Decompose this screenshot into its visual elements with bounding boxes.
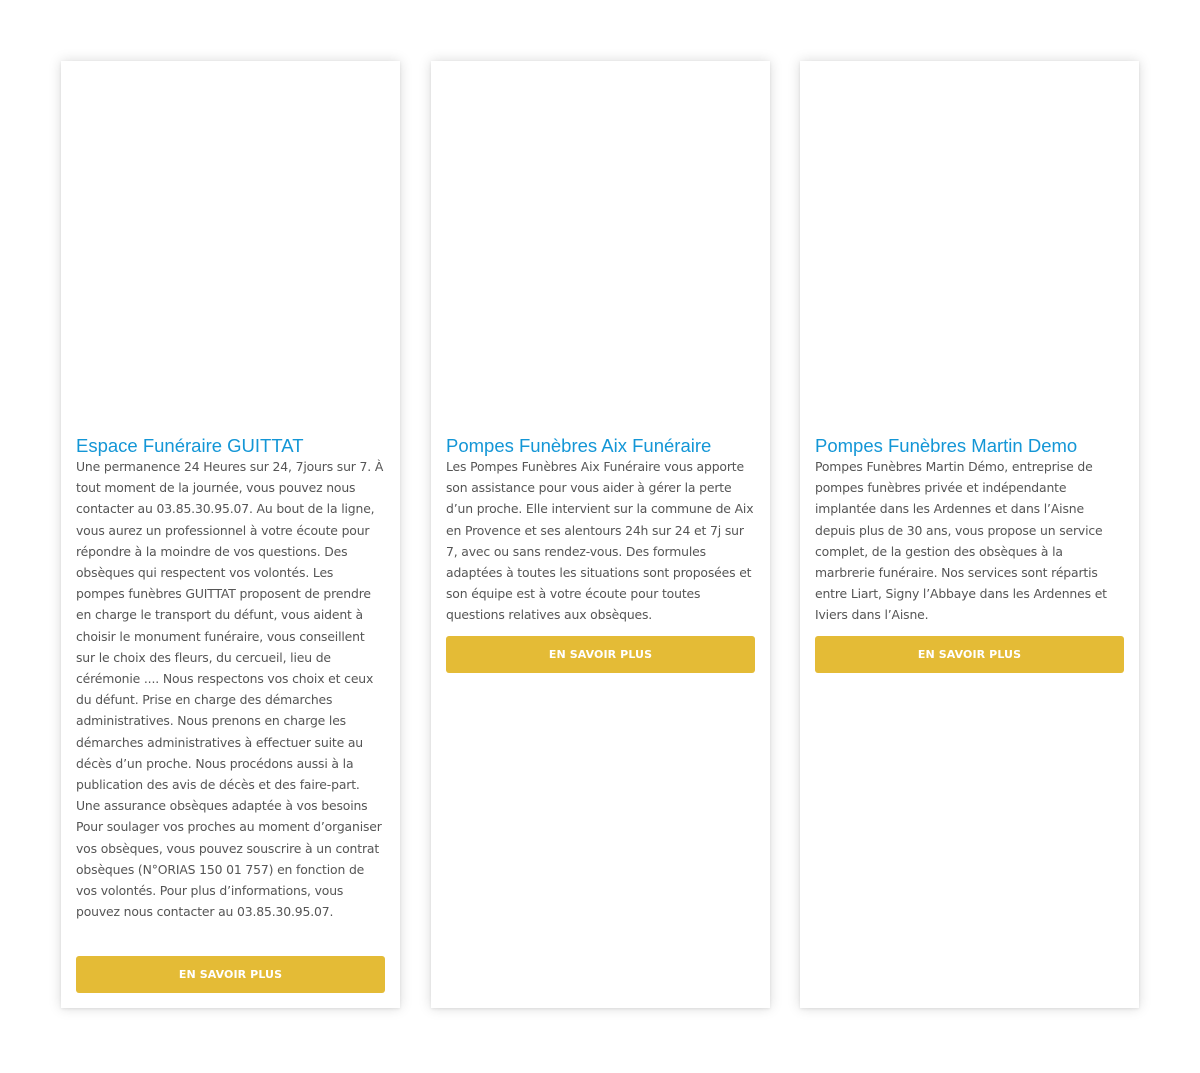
card-title[interactable]: Espace Funéraire GUITTAT xyxy=(76,435,304,456)
card-pompes-funebres-martin-demo xyxy=(800,61,1139,1008)
card-description: Une permanence 24 Heures sur 24, 7jours sur 7. À tout moment de la journée, vous pouvez nous contacter au 03.85.30.95.07. Au bout de la ligne, vous aurez un professionnel à votre écoute pour répondre à la moindre de vos questions. Des obsèques qui respectent vos volontés. Les pompes funèbres GUITTAT proposent de prendre en charge le transport du défunt, vous aident à choisir le monument funéraire, vous conseillent sur le choix des fleurs, du cercueil, lieu de cérémonie .... Nous respectons vos choix et ceux du défunt. Prise en charge des démarches administratives. Nous prenons en charge les démarches administratives à effectuer suite au décès d’un proche. Nous procédons aussi à la publication des avis de décès et des faire-part. Une assurance obsèques adaptée à vos besoins Pour soulager vos proches au moment d’organiser vos obsèques, vous pouvez souscrire à un contrat obsèques (N°ORIAS 150 01 757) en fonction de vos volontés. Pour plus d’informations, vous pouvez nous contacter au 03.85.30.95.07. xyxy=(76,459,384,920)
card-description: Pompes Funèbres Martin Démo, entreprise de pompes funèbres privée et indépendante implantée dans les Ardennes et dans l’Aisne depuis plus de 30 ans, vous propose un service complet, de la gestion des obsèques à la marbrerie funéraire. Nos services sont répartis entre Liart, Signy l’Abbaye dans les Ardennes et Iviers dans l’Aisne. xyxy=(815,459,1107,623)
en-savoir-plus-button[interactable]: EN SAVOIR PLUS xyxy=(815,636,1124,673)
en-savoir-plus-button[interactable]: EN SAVOIR PLUS xyxy=(76,956,385,993)
card-body xyxy=(446,435,755,673)
card-pompes-funebres-aix-funeraire xyxy=(431,61,770,1008)
card-espace-funeraire-guittat xyxy=(61,61,400,1008)
card-image xyxy=(431,61,770,426)
card-body xyxy=(76,435,385,952)
card-description: Les Pompes Funèbres Aix Funéraire vous apporte son assistance pour vous aider à gérer la perte d’un proche. Elle intervient sur la commune de Aix en Provence et ses alentours 24h sur 24 et 7j sur 7, avec ou sans rendez-vous. Des formules adaptées à toutes les situations sont proposées et son équipe est à votre écoute pour toutes questions relatives aux obsèques. xyxy=(446,459,754,623)
card-image xyxy=(61,61,400,426)
card-title[interactable]: Pompes Funèbres Martin Demo xyxy=(815,435,1078,456)
card-image xyxy=(800,61,1139,426)
en-savoir-plus-button[interactable]: EN SAVOIR PLUS xyxy=(446,636,755,673)
card-body xyxy=(815,435,1124,673)
card-title[interactable]: Pompes Funèbres Aix Funéraire xyxy=(446,435,712,456)
